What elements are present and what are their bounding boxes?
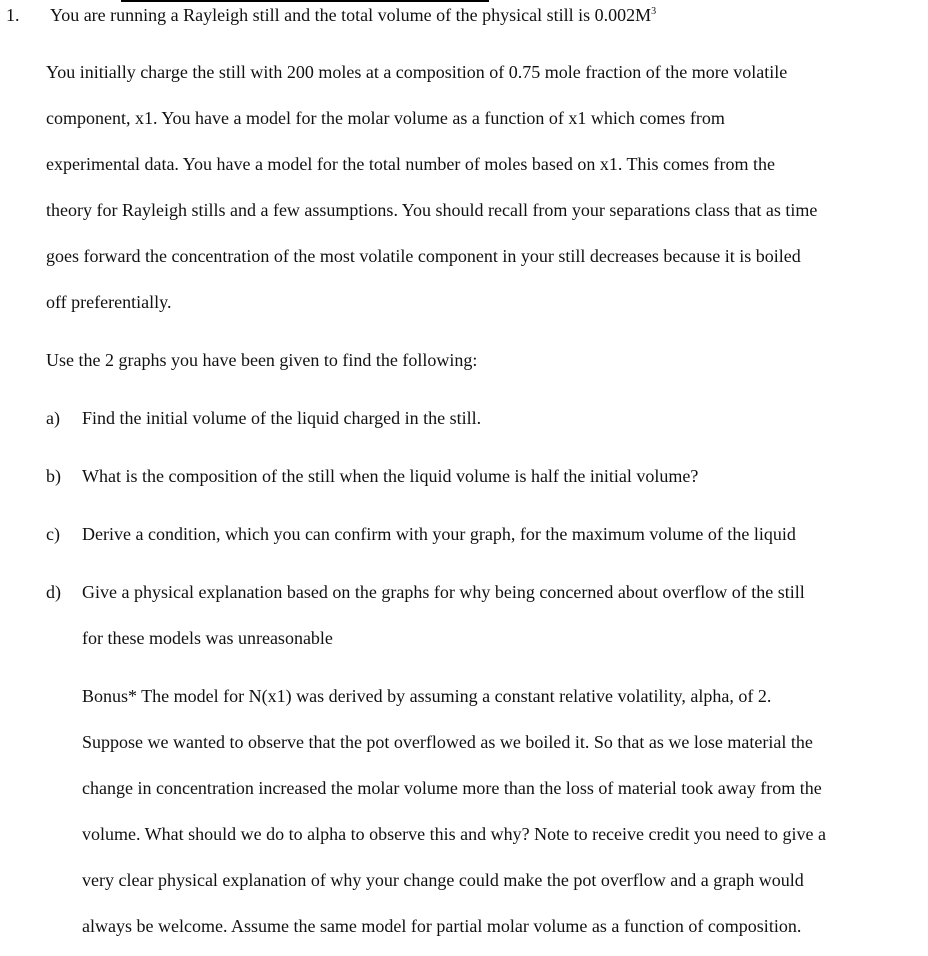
intro-line: goes forward the concentration of the most volatile component in your still decreases because it is boiled <box>46 246 801 266</box>
question-title-superscript: 3 <box>651 6 657 17</box>
question-title <box>50 4 656 26</box>
intro-line: theory for Rayleigh stills and a few assumptions. You should recall from your separations class that as time <box>46 200 818 220</box>
intro-line: experimental data. You have a model for the total number of moles based on x1. This comes from the <box>46 154 775 174</box>
question-number: 1. <box>6 5 20 25</box>
bonus-line: change in concentration increased the molar volume more than the loss of material took away from the <box>82 778 822 798</box>
intro-line: component, x1. You have a model for the molar volume as a function of x1 which comes from <box>46 108 725 128</box>
bonus-line: Suppose we wanted to observe that the pot overflowed as we boiled it. So that as we lose material the <box>82 732 813 752</box>
part-text-c: Derive a condition, which you can confirm with your graph, for the maximum volume of the liquid <box>82 524 796 544</box>
part-label-c: c) <box>46 524 60 544</box>
bonus-line: Bonus* The model for N(x1) was derived by assuming a constant relative volatility, alpha, of 2. <box>82 686 772 706</box>
part-label-a: a) <box>46 408 60 428</box>
top-rule <box>121 0 489 2</box>
part-text-b: What is the composition of the still when the liquid volume is half the initial volume? <box>82 466 699 486</box>
part-label-b: b) <box>46 466 61 486</box>
instruction: Use the 2 graphs you have been given to find the following: <box>46 350 478 370</box>
question-title-text: You are running a Rayleigh still and the total volume of the physical still is 0.002M <box>50 5 652 25</box>
intro-line: You initially charge the still with 200 moles at a composition of 0.75 mole fraction of the more volatile <box>46 62 788 82</box>
bonus-line: always be welcome. Assume the same model for partial molar volume as a function of composition. <box>82 916 802 936</box>
bonus-line: very clear physical explanation of why your change could make the pot overflow and a graph would <box>82 870 804 890</box>
part-label-d: d) <box>46 582 61 602</box>
part-text-d: Give a physical explanation based on the graphs for why being concerned about overflow of the still <box>82 582 805 602</box>
bonus-line: volume. What should we do to alpha to observe this and why? Note to receive credit you need to give a <box>82 824 826 844</box>
intro-line: off preferentially. <box>46 292 172 312</box>
part-text-a: Find the initial volume of the liquid charged in the still. <box>82 408 482 428</box>
part-text-d: for these models was unreasonable <box>82 628 333 648</box>
